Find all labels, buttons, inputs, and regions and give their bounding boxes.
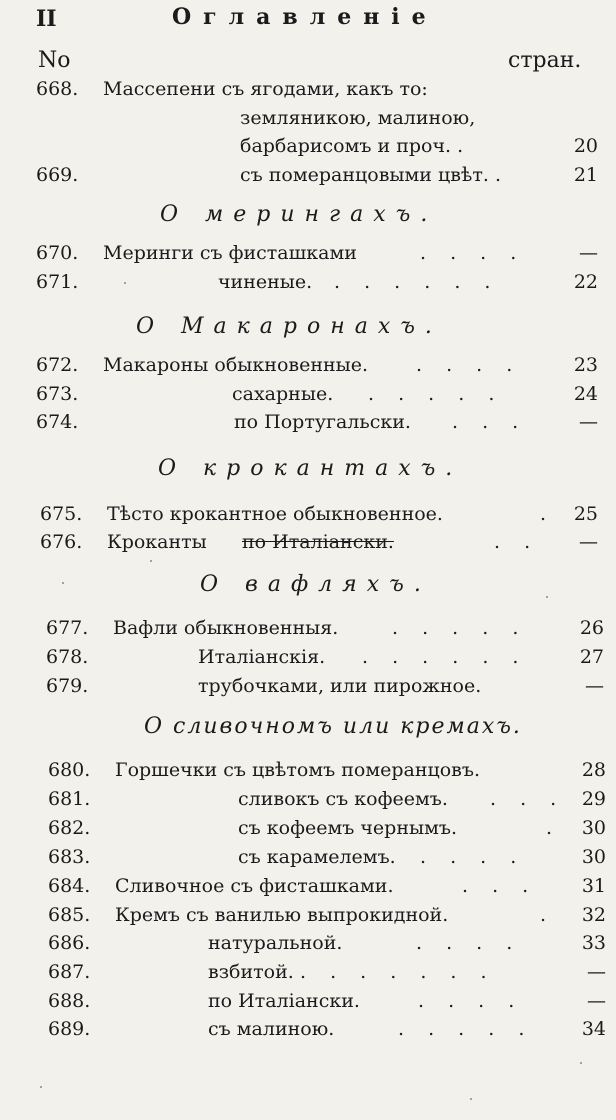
leader-dots: . . . <box>452 411 528 433</box>
toc-entry <box>0 78 616 106</box>
entry-page: 31 <box>581 875 606 897</box>
entry-number: 670. <box>36 242 79 264</box>
toc-entry <box>0 242 616 270</box>
toc-entry <box>0 354 616 382</box>
toc-entry <box>0 411 616 439</box>
entry-number: 674. <box>36 411 79 433</box>
entry-text: Вафли обыкновенныя. <box>113 617 339 639</box>
entry-text: сахарные. <box>232 383 334 405</box>
entry-page: — <box>585 675 604 697</box>
toc-entry-continuation <box>0 135 616 163</box>
toc-entry <box>0 817 616 845</box>
toc-entry <box>0 617 616 645</box>
entry-number: 668. <box>36 78 79 100</box>
entry-number: 678. <box>46 646 89 668</box>
paper-speck <box>62 582 64 584</box>
toc-entry <box>0 788 616 816</box>
entry-text: съ кофеемъ чернымъ. <box>238 817 458 839</box>
entry-number: 685. <box>48 904 91 926</box>
leader-dots: . <box>540 503 556 525</box>
entry-page: 22 <box>573 271 598 293</box>
leader-dots: . . . <box>490 788 566 810</box>
entry-number: 689. <box>48 1018 91 1040</box>
entry-page: 32 <box>581 904 606 926</box>
toc-entry <box>0 271 616 299</box>
toc-entry <box>0 961 616 989</box>
paper-speck <box>150 560 152 562</box>
entry-text: съ померанцовыми цвѣт. . <box>240 164 502 186</box>
entry-text: съ малиною. <box>208 1018 335 1040</box>
entry-number: 677. <box>46 617 89 639</box>
leader-dots: . . . . . <box>398 1018 534 1040</box>
leader-dots: . . . . <box>418 990 524 1012</box>
entry-number: 675. <box>40 503 83 525</box>
leader-dots: . <box>546 817 562 839</box>
entry-page: 30 <box>581 817 606 839</box>
page-title: Оглавленіе <box>172 4 438 30</box>
toc-entry <box>0 759 616 787</box>
leader-dots: . . . . . <box>392 617 528 639</box>
entry-number: 682. <box>48 817 91 839</box>
entry-number: 679. <box>46 675 89 697</box>
paper-speck <box>470 1098 472 1100</box>
entry-page: 28 <box>581 759 606 781</box>
toc-entry <box>0 675 616 703</box>
entry-text: чиненые. <box>218 271 313 293</box>
toc-entry <box>0 846 616 874</box>
toc-entry <box>0 875 616 903</box>
entry-page: 23 <box>573 354 598 376</box>
entry-page: 29 <box>581 788 606 810</box>
entry-page: 33 <box>581 932 606 954</box>
entry-page: — <box>579 242 598 264</box>
entry-page: 24 <box>573 383 598 405</box>
entry-text: Макароны обыкновенные. <box>103 354 369 376</box>
entry-text: Сливочное съ фисташками. <box>115 875 394 897</box>
paper-speck <box>580 1062 582 1064</box>
leader-dots: . <box>540 904 556 926</box>
entry-number: 676. <box>40 531 83 553</box>
leader-dots: . . . . <box>420 242 526 264</box>
page-column-header: стран. <box>508 48 582 73</box>
entry-text: трубочками, или пирожное. <box>198 675 482 697</box>
entry-number: 671. <box>36 271 79 293</box>
leader-dots: . . . . <box>416 932 522 954</box>
entry-text: съ карамелемъ. <box>238 846 396 868</box>
entry-page: 21 <box>573 164 598 186</box>
toc-entry <box>0 503 616 531</box>
entry-text: по Португальски. <box>234 411 411 433</box>
entry-text: барбарисомъ и проч. . <box>240 135 464 157</box>
paper-speck <box>546 596 548 598</box>
toc-entry <box>0 904 616 932</box>
entry-text: взбитой. <box>208 961 294 983</box>
number-column-header: No <box>38 48 71 73</box>
toc-entry <box>0 531 616 559</box>
entry-page: — <box>587 961 606 983</box>
entry-number: 686. <box>48 932 91 954</box>
toc-entry <box>0 383 616 411</box>
section-heading: О вафляхъ. <box>200 572 431 597</box>
paper-speck <box>124 282 126 284</box>
section-heading: О Макаронахъ. <box>136 314 442 339</box>
entry-text: Меринги съ фисташками <box>103 242 357 264</box>
section-heading: О мерингахъ. <box>160 202 438 227</box>
entry-text: земляникою, малиною, <box>240 107 476 129</box>
leader-dots: . . . . . . . <box>300 961 496 983</box>
entry-number: 681. <box>48 788 91 810</box>
toc-entry <box>0 932 616 960</box>
entry-number: 673. <box>36 383 79 405</box>
entry-number: 688. <box>48 990 91 1012</box>
leader-dots: . . . . . . <box>362 646 528 668</box>
entry-page: 20 <box>573 135 598 157</box>
leader-dots: . . . . <box>420 846 526 868</box>
toc-entry <box>0 990 616 1018</box>
entry-text: Италіанскія. <box>198 646 326 668</box>
entry-page: 25 <box>573 503 598 525</box>
entry-number: 672. <box>36 354 79 376</box>
leader-dots: . . . <box>462 875 538 897</box>
entry-page: — <box>579 531 598 553</box>
paper-speck <box>40 1086 42 1088</box>
entry-text: Кроканты <box>107 531 207 553</box>
entry-number: 683. <box>48 846 91 868</box>
entry-number: 669. <box>36 164 79 186</box>
toc-entry <box>0 1018 616 1046</box>
entry-number: 680. <box>48 759 91 781</box>
entry-text: натуральной. <box>208 932 343 954</box>
entry-text: Массепени съ ягодами, какъ то: <box>103 78 428 100</box>
toc-entry <box>0 646 616 674</box>
entry-page: 26 <box>579 617 604 639</box>
entry-page: 27 <box>579 646 604 668</box>
entry-page: 34 <box>581 1018 606 1040</box>
leader-dots: . . <box>494 531 540 553</box>
section-heading: О сливочномъ или кремахъ. <box>144 714 522 739</box>
leader-dots: . . . . . . <box>334 271 500 293</box>
struck-text: по Италіански. <box>242 531 394 553</box>
section-heading: О крокантахъ. <box>158 456 463 481</box>
toc-entry-continuation <box>0 107 616 135</box>
toc-entry <box>0 164 616 192</box>
entry-text: Кремъ съ ванилью выпрокидной. <box>115 904 449 926</box>
entry-number: 684. <box>48 875 91 897</box>
page-number: II <box>36 6 57 32</box>
entry-number: 687. <box>48 961 91 983</box>
entry-page: 30 <box>581 846 606 868</box>
entry-text: сливокъ съ кофеемъ. <box>238 788 448 810</box>
entry-text: Тѣсто крокантное обыкновенное. <box>107 503 443 525</box>
entry-text: по Италіански. <box>208 990 360 1012</box>
leader-dots: . . . . <box>416 354 522 376</box>
entry-page: — <box>587 990 606 1012</box>
entry-text: Горшечки съ цвѣтомъ померанцовъ. <box>115 759 480 781</box>
leader-dots: . . . . . <box>368 383 504 405</box>
entry-page: — <box>579 411 598 433</box>
